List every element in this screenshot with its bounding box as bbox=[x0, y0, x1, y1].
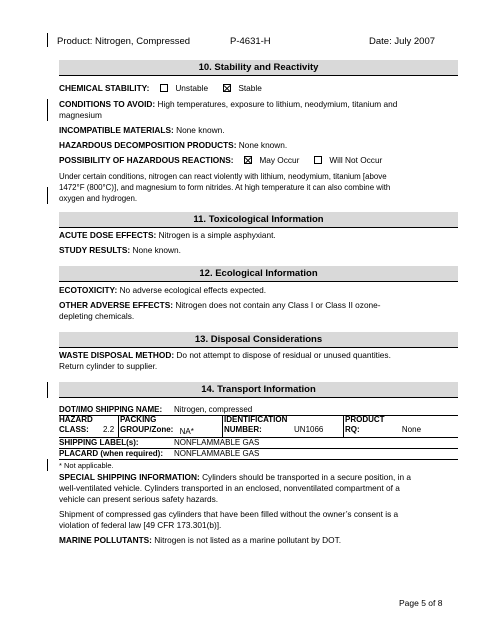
ecotoxicity bbox=[59, 285, 266, 296]
conditions-text-2: magnesium bbox=[59, 110, 102, 120]
product-rq-cell bbox=[345, 415, 421, 435]
other-label: OTHER ADVERSE EFFECTS: bbox=[59, 300, 174, 310]
revision-bar bbox=[47, 382, 48, 398]
packing-label-1: PACKING bbox=[120, 415, 157, 424]
acute-label: ACUTE DOSE EFFECTS: bbox=[59, 230, 157, 240]
ident-label-2: NUMBER: bbox=[224, 425, 262, 434]
hazardous-decomposition bbox=[59, 140, 287, 151]
decomp-text: None known. bbox=[238, 140, 288, 150]
acute-text: Nitrogen is a simple asphyxiant. bbox=[158, 230, 276, 240]
will-not-occur-option bbox=[314, 155, 382, 166]
dot-shipping-row bbox=[59, 405, 458, 415]
possibility-label: POSSIBILITY OF HAZARDOUS REACTIONS: bbox=[59, 155, 234, 165]
product-label-1: PRODUCT bbox=[345, 415, 385, 424]
revision-bar bbox=[47, 187, 48, 204]
study-text: None known. bbox=[132, 245, 181, 255]
chemical-stability bbox=[59, 83, 149, 94]
shipping-value: NONFLAMMABLE GAS bbox=[174, 438, 260, 447]
hazard-table-row bbox=[59, 415, 458, 437]
incompatible-text: None known. bbox=[176, 125, 225, 135]
cell-divider bbox=[222, 415, 223, 437]
product-label-2: RQ: bbox=[345, 425, 360, 434]
special-label: SPECIAL SHIPPING INFORMATION: bbox=[59, 472, 200, 482]
table-divider bbox=[59, 459, 458, 460]
section-10-title: 10. Stability and Reactivity bbox=[59, 60, 458, 76]
header-product: Product: Nitrogen, Compressed bbox=[57, 36, 191, 47]
identification-cell bbox=[224, 415, 323, 435]
dot-label: DOT/IMO SHIPPING NAME: bbox=[59, 405, 163, 414]
unstable-checkbox[interactable] bbox=[160, 84, 168, 92]
waste-label: WASTE DISPOSAL METHOD: bbox=[59, 350, 175, 360]
will-not-occur-label: Will Not Occur bbox=[329, 155, 383, 165]
marine-pollutants bbox=[59, 535, 341, 546]
acute-dose-effects bbox=[59, 230, 276, 241]
will-not-occur-checkbox[interactable] bbox=[314, 156, 322, 164]
special-text-3: vehicle can present serious safety hazards. bbox=[59, 494, 219, 504]
section-14-title: 14. Transport Information bbox=[59, 382, 458, 398]
waste-disposal-method bbox=[59, 350, 391, 361]
hazard-value: 2.2 bbox=[103, 425, 115, 434]
decomp-label: HAZARDOUS DECOMPOSITION PRODUCTS: bbox=[59, 140, 237, 150]
page-number: Page 5 of 8 bbox=[399, 598, 443, 608]
ident-value: UN1066 bbox=[294, 425, 324, 434]
revision-bar bbox=[47, 459, 48, 471]
footnote: * Not applicable. bbox=[59, 461, 114, 470]
other-adverse-effects bbox=[59, 300, 381, 311]
stable-checkbox[interactable] bbox=[223, 84, 231, 92]
packing-value: NA* bbox=[179, 427, 194, 436]
hazard-class-cell bbox=[59, 415, 114, 435]
incompatible-label: INCOMPATIBLE MATERIALS: bbox=[59, 125, 174, 135]
stability-label: CHEMICAL STABILITY: bbox=[59, 83, 150, 93]
reaction-note-2: 1472°F (800°C)], and magnesium to form nitrides. At high temperature it can also combine with bbox=[59, 183, 391, 192]
waste-text-2: Return cylinder to supplier. bbox=[59, 361, 158, 371]
may-occur-option bbox=[244, 155, 299, 166]
dot-value: Nitrogen, compressed bbox=[174, 405, 253, 414]
possibility-hazardous-reactions bbox=[59, 155, 234, 166]
reaction-note-3: oxygen and hydrogen. bbox=[59, 194, 138, 203]
shipping-label: SHIPPING LABEL(s): bbox=[59, 438, 139, 447]
waste-text: Do not attempt to dispose of residual or unused quantities. bbox=[176, 350, 391, 360]
shipment-text-1: Shipment of compressed gas cylinders that have been filled without the owner’s consent is a bbox=[59, 509, 399, 519]
shipping-label-row bbox=[59, 438, 458, 448]
may-occur-checkbox[interactable] bbox=[244, 156, 252, 164]
special-shipping-info bbox=[59, 472, 411, 483]
conditions-text: High temperatures, exposure to lithium, neodymium, titanium and bbox=[157, 99, 398, 109]
special-text-1: Cylinders should be transported in a secure position, in a bbox=[202, 472, 411, 482]
product-value: None bbox=[401, 425, 422, 434]
section-13-title: 13. Disposal Considerations bbox=[59, 332, 458, 348]
conditions-to-avoid bbox=[59, 99, 459, 110]
hazard-label-1: HAZARD bbox=[59, 415, 93, 424]
stable-label: Stable bbox=[238, 83, 262, 93]
revision-bar bbox=[47, 99, 48, 121]
stable-option bbox=[223, 83, 262, 94]
marine-text: Nitrogen is not listed as a marine pollutant by DOT. bbox=[154, 535, 342, 545]
shipment-text-2: violation of federal law [49 CFR 173.301(b)]. bbox=[59, 520, 222, 530]
section-12-title: 12. Ecological Information bbox=[59, 266, 458, 282]
packing-group-cell bbox=[120, 415, 194, 435]
ident-label-1: IDENTIFICATION bbox=[224, 415, 288, 424]
reaction-note-1: Under certain conditions, nitrogen can react violently with lithium, neodymium, titanium [above bbox=[59, 172, 387, 181]
conditions-label: CONDITIONS TO AVOID: bbox=[59, 99, 156, 109]
section-11-title: 11. Toxicological Information bbox=[59, 212, 458, 228]
placard-value: NONFLAMMABLE GAS bbox=[174, 449, 260, 458]
eco-text: No adverse ecological effects expected. bbox=[119, 285, 267, 295]
marine-label: MARINE POLLUTANTS: bbox=[59, 535, 152, 545]
may-occur-label: May Occur bbox=[259, 155, 300, 165]
packing-label-2: GROUP/Zone: bbox=[120, 425, 174, 434]
unstable-label: Unstable bbox=[175, 83, 209, 93]
other-text-2: depleting chemicals. bbox=[59, 311, 135, 321]
cell-divider bbox=[118, 415, 119, 437]
hazard-label-2: CLASS: bbox=[59, 425, 89, 434]
placard-label: PLACARD (when required): bbox=[59, 449, 163, 458]
incompatible-materials bbox=[59, 125, 225, 136]
study-label: STUDY RESULTS: bbox=[59, 245, 131, 255]
other-text: Nitrogen does not contain any Class I or Class II ozone- bbox=[175, 300, 381, 310]
revision-bar bbox=[47, 33, 48, 47]
special-text-2: well-ventilated vehicle. Cylinders transported in an enclosed, nonventilated compartment of a bbox=[59, 483, 400, 493]
cell-divider bbox=[343, 415, 344, 437]
eco-label: ECOTOXICITY: bbox=[59, 285, 118, 295]
header-date: Date: July 2007 bbox=[369, 36, 436, 47]
placard-row bbox=[59, 449, 458, 459]
header-code: P-4631-H bbox=[230, 36, 271, 47]
unstable-option bbox=[160, 83, 208, 94]
study-results bbox=[59, 245, 181, 256]
